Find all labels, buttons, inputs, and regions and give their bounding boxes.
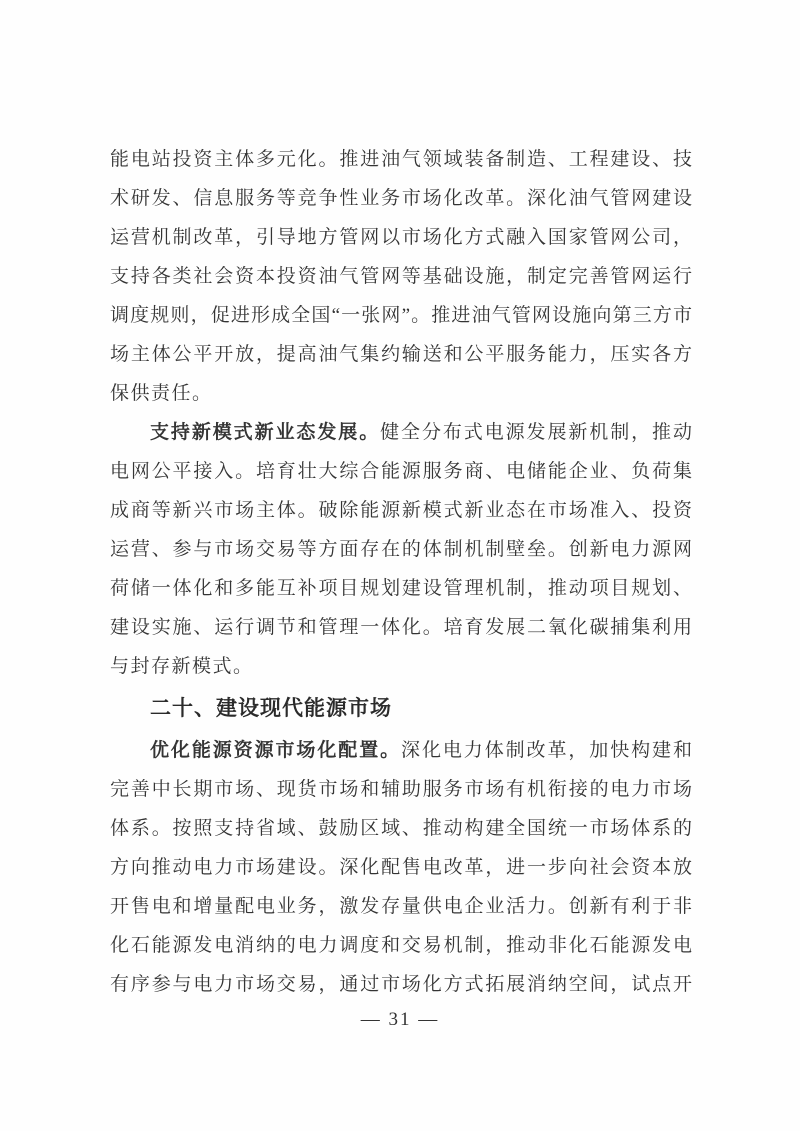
section-heading: 二十、建设现代能源市场 [150, 697, 392, 720]
paragraph-line: 有序参与电力市场交易，通过市场化方式拓展消纳空间，试点开 [110, 974, 692, 995]
paragraph-line [110, 413, 692, 452]
paragraph-bold-lead: 支持新模式新业态发展。 [150, 422, 381, 443]
paragraph-line: 建设实施、运行调节和管理一体化。培育发展二氧化碳捕集利用 [110, 617, 692, 638]
paragraph-bold-lead: 优化能源资源市场化配置。 [150, 740, 402, 761]
paragraph-line: 完善中长期市场、现货市场和辅助服务市场有机衔接的电力市场 [110, 779, 692, 800]
paragraph-text: 健全分布式电源发展新机制，推动 [380, 422, 692, 443]
paragraph-line: 体系。按照支持省域、鼓励区域、推动构建全国统一市场体系的 [110, 818, 692, 839]
paragraph-line [110, 731, 692, 770]
paragraph-line: 电网公平接入。培育壮大综合能源服务商、电储能企业、负荷集 [110, 461, 692, 482]
paragraph-line: 方向推动电力市场建设。深化配售电改革，进一步向社会资本放 [110, 857, 692, 878]
paragraph-line: 支持各类社会资本投资油气管网等基础设施，制定完善管网运行 [110, 266, 692, 287]
paragraph-line: 能电站投资主体多元化。推进油气领域装备制造、工程建设、技 [110, 149, 692, 170]
paragraph-text: 深化电力体制改革，加快构建和 [401, 740, 692, 761]
paragraph-line: 术研发、信息服务等竞争性业务市场化改革。深化油气管网建设 [110, 188, 692, 209]
paragraph-line: 调度规则，促进形成全国“一张网”。推进油气管网设施向第三方市 [110, 305, 692, 326]
paragraph-line: 运营机制改革，引导地方管网以市场化方式融入国家管网公司， [110, 227, 692, 248]
page-body [110, 140, 692, 1004]
paragraph-line: 与封存新模式。 [110, 656, 254, 677]
paragraph-line: 开售电和增量配电业务，激发存量供电企业活力。创新有利于非 [110, 896, 692, 917]
page-number: — 31 — [360, 1009, 440, 1030]
paragraph-line: 场主体公平开放，提高油气集约输送和公平服务能力，压实各方 [110, 344, 692, 365]
paragraph-line: 成商等新兴市场主体。破除能源新模式新业态在市场准入、投资 [110, 500, 692, 521]
paragraph-line: 运营、参与市场交易等方面存在的体制机制壁垒。创新电力源网 [110, 539, 692, 560]
paragraph-line: 化石能源发电消纳的电力调度和交易机制，推动非化石能源发电 [110, 935, 692, 956]
paragraph-line: 荷储一体化和多能互补项目规划建设管理机制，推动项目规划、 [110, 578, 692, 599]
paragraph-line: 保供责任。 [110, 383, 213, 404]
